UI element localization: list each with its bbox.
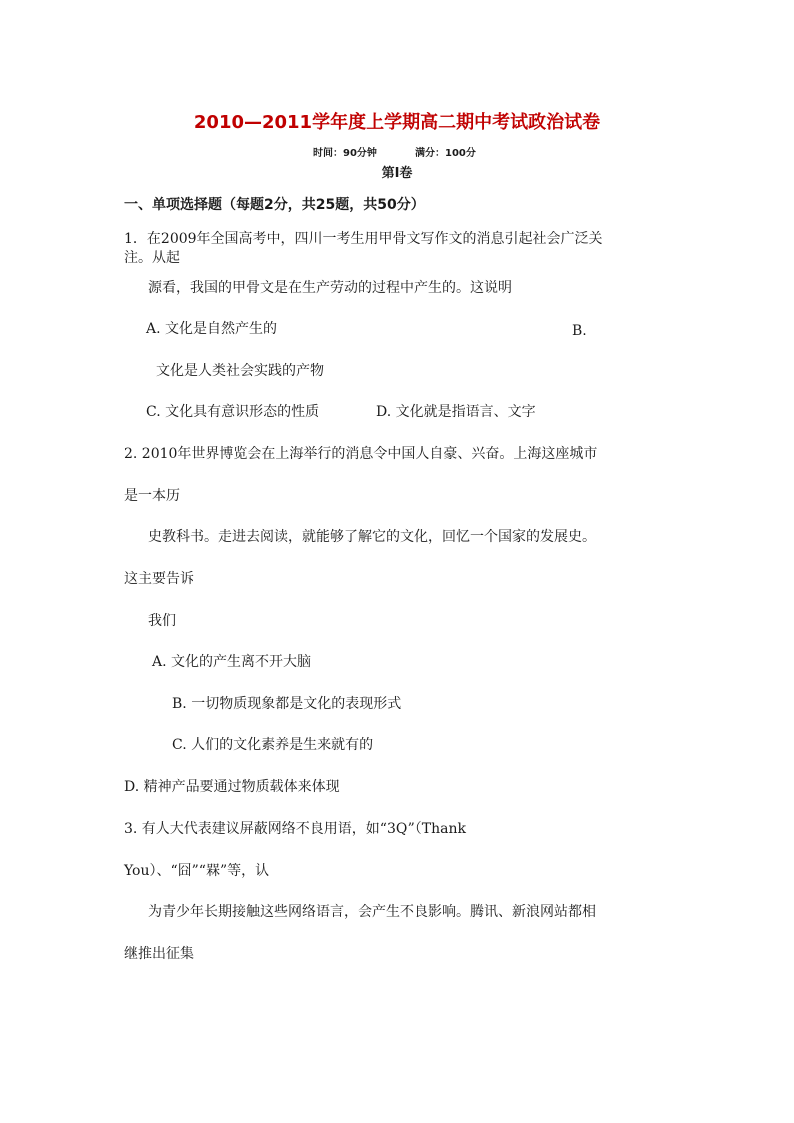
q2-option-b: B. 一切物质现象都是文化的表现形式	[172, 696, 402, 712]
section-title: 第Ⅰ卷	[381, 166, 413, 181]
q2-stem-line-5: 我们	[148, 613, 176, 629]
q2-option-d: D. 精神产品要通过物质载体来体现	[124, 779, 340, 795]
exam-score: 满分：100分	[415, 148, 476, 159]
q3-stem-line-4: 继推出征集	[124, 946, 194, 962]
q1-option-c: C. 文化具有意识形态的性质	[146, 404, 320, 420]
q3-stem-line-3: 为青少年长期接触这些网络语言，会产生不良影响。腾讯、新浪网站都相	[148, 904, 596, 920]
q1-option-d: D. 文化就是指语言、文字	[376, 404, 536, 420]
q1-option-a: A. 文化是自然产生的	[146, 321, 278, 337]
exam-title: 2010—2011学年度上学期高二期中考试政治试卷	[193, 112, 601, 133]
q3-stem-line-2: You）、“囧”“槑”等，认	[124, 863, 270, 879]
q2-option-a: A. 文化的产生离不开大脑	[152, 654, 312, 670]
exam-time: 时间：90分钟	[313, 148, 377, 159]
q3-stem-line-1: 3. 有人大代表建议屏蔽网络不良用语，如“3Q”（Thank	[124, 821, 466, 837]
part-heading: 一、单项选择题（每题2分，共25题，共50分）	[124, 197, 425, 213]
q2-stem-line-2: 是一本历	[124, 488, 180, 504]
q2-stem-line-4: 这主要告诉	[124, 571, 194, 587]
q1-option-b-text: 文化是人类社会实践的产物	[156, 363, 324, 379]
q2-option-c: C. 人们的文化素养是生来就有的	[172, 737, 374, 753]
q1-stem-line-1: 1．在2009年全国高考中，四川一考生用甲骨文写作文的消息引起社会广泛关	[124, 231, 603, 247]
q1-stem-line-2: 注。从起	[124, 250, 180, 266]
q1-stem-line-3: 源看，我国的甲骨文是在生产劳动的过程中产生的。这说明	[148, 280, 512, 296]
q2-stem-line-1: 2. 2010年世界博览会在上海举行的消息令中国人自豪、兴奋。上海这座城市	[124, 446, 598, 462]
q2-stem-line-3: 史教科书。走进去阅读，就能够了解它的文化，回忆一个国家的发展史。	[148, 529, 596, 545]
q1-option-b-letter: B.	[572, 323, 587, 339]
